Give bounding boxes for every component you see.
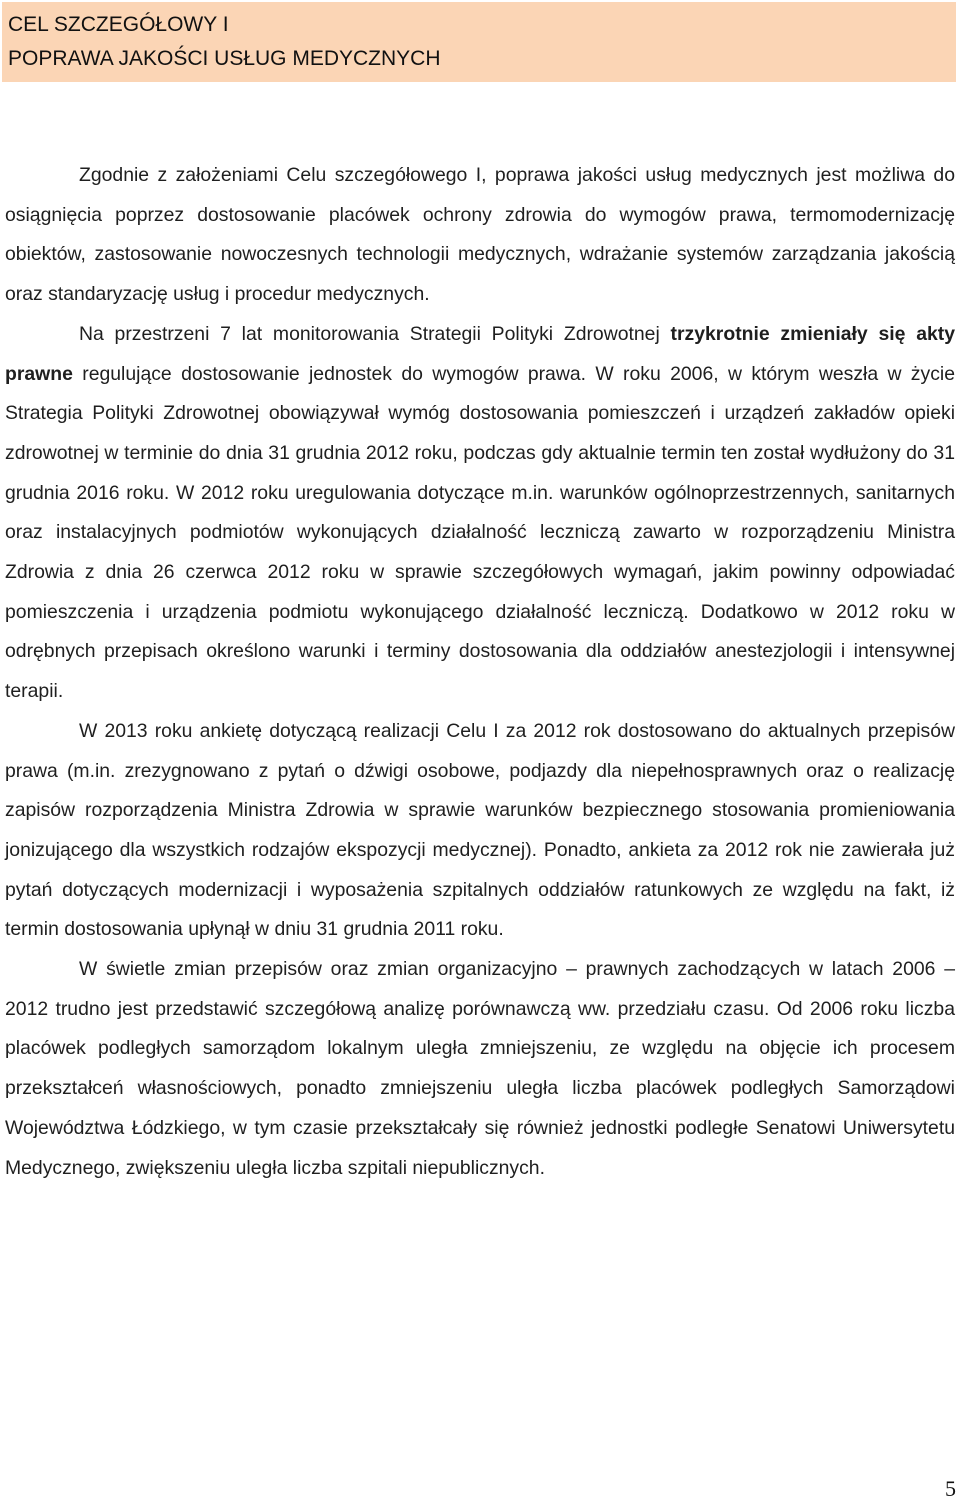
paragraph-3: W 2013 roku ankietę dotyczącą realizacji Celu I za 2012 rok dostosowano do aktualnych przepisów prawa (m.in. zrezygnowano z pytań o dźwigi osobowe, podjazdy dla niepełnosprawnych oraz o realizację zapisów rozporządzenia Ministra Zdrowia w sprawie warunków bezpiecznego stosowania promieniowania jonizującego dla wszystkich rodzajów ekspozycji medycznej). Ponadto, ankieta za 2012 rok nie zawierała już pytań dotyczących modernizacji i wyposażenia szpitalnych oddziałów ratunkowych ze względu na fakt, iż termin dostosowania upłynął w dniu 31 grudnia 2011 roku.: [5, 719, 955, 941]
paragraph-2-rest: regulujące dostosowanie jednostek do wymogów prawa. W roku 2006, w którym weszła w życie Strategia Polityki Zdrowotnej obowiązywał wymóg dostosowania pomieszczeń i urządzeń zakładów opieki zdrowotnej w terminie do dnia 31 grudnia 2012 roku, podczas gdy aktualnie termin ten został wydłużony do 31 grudnia 2016 roku. W 2012 roku uregulowania dotyczące m.in. warunków ogólnoprzestrzennych, sanitarnych oraz instalacyjnych podmiotów wykonujących działalność leczniczą zawarto w rozporządzeniu Ministra Zdrowia z dnia 26 czerwca 2012 roku w sprawie szczegółowych wymagań, jakim powinny odpowiadać pomieszczenia i urządzenia podmiotu wykonującego działalność leczniczą. Dodatkowo w 2012 roku w odrębnych przepisach określono warunki i terminy dostosowania dla oddziałów anestezjologii i intensywnej terapii.: [5, 362, 955, 703]
section-header: [2, 2, 956, 82]
section-title-line-2: POPRAWA JAKOŚCI USŁUG MEDYCZNYCH: [8, 47, 441, 70]
paragraph-2-emphasis: trzykrotnie zmieniały się akty prawne: [5, 322, 955, 385]
page-number: 5: [945, 1476, 956, 1501]
paragraph-1: Zgodnie z założeniami Celu szczegółowego I, poprawa jakości usług medycznych jest możliwa do osiągnięcia poprzez dostosowanie placówek ochrony zdrowia do wymogów prawa, termomodernizację obiektów, zastosowanie nowoczesnych technologii medycznych, wdrażanie systemów zarządzania jakością oraz standaryzację usług i procedur medycznych.: [5, 164, 955, 306]
section-title-line-1: CEL SZCZEGÓŁOWY I: [8, 13, 229, 36]
paragraph-4: W świetle zmian przepisów oraz zmian organizacyjno – prawnych zachodzących w latach 2006 – 2012 trudno jest przedstawić szczegółową analizę porównawczą ww. przedziału czasu. Od 2006 roku liczba placówek podległych samorządom lokalnym uległa zmniejszeniu, ze względu na objęcie ich procesem przekształceń własnościowych, ponadto zmniejszeniu uległa liczba placówek podległych Samorządowi Województwa Łódzkiego, w tym czasie przekształcały się również jednostki podległe Senatowi Uniwersytetu Medycznego, zwiększeniu uległa liczba szpitali niepublicznych.: [5, 958, 955, 1179]
paragraph-2-intro: Na przestrzeni 7 lat monitorowania Strategii Polityki Zdrowotnej: [79, 322, 671, 345]
paragraph-2: [5, 315, 955, 712]
document-body: [5, 156, 955, 1188]
